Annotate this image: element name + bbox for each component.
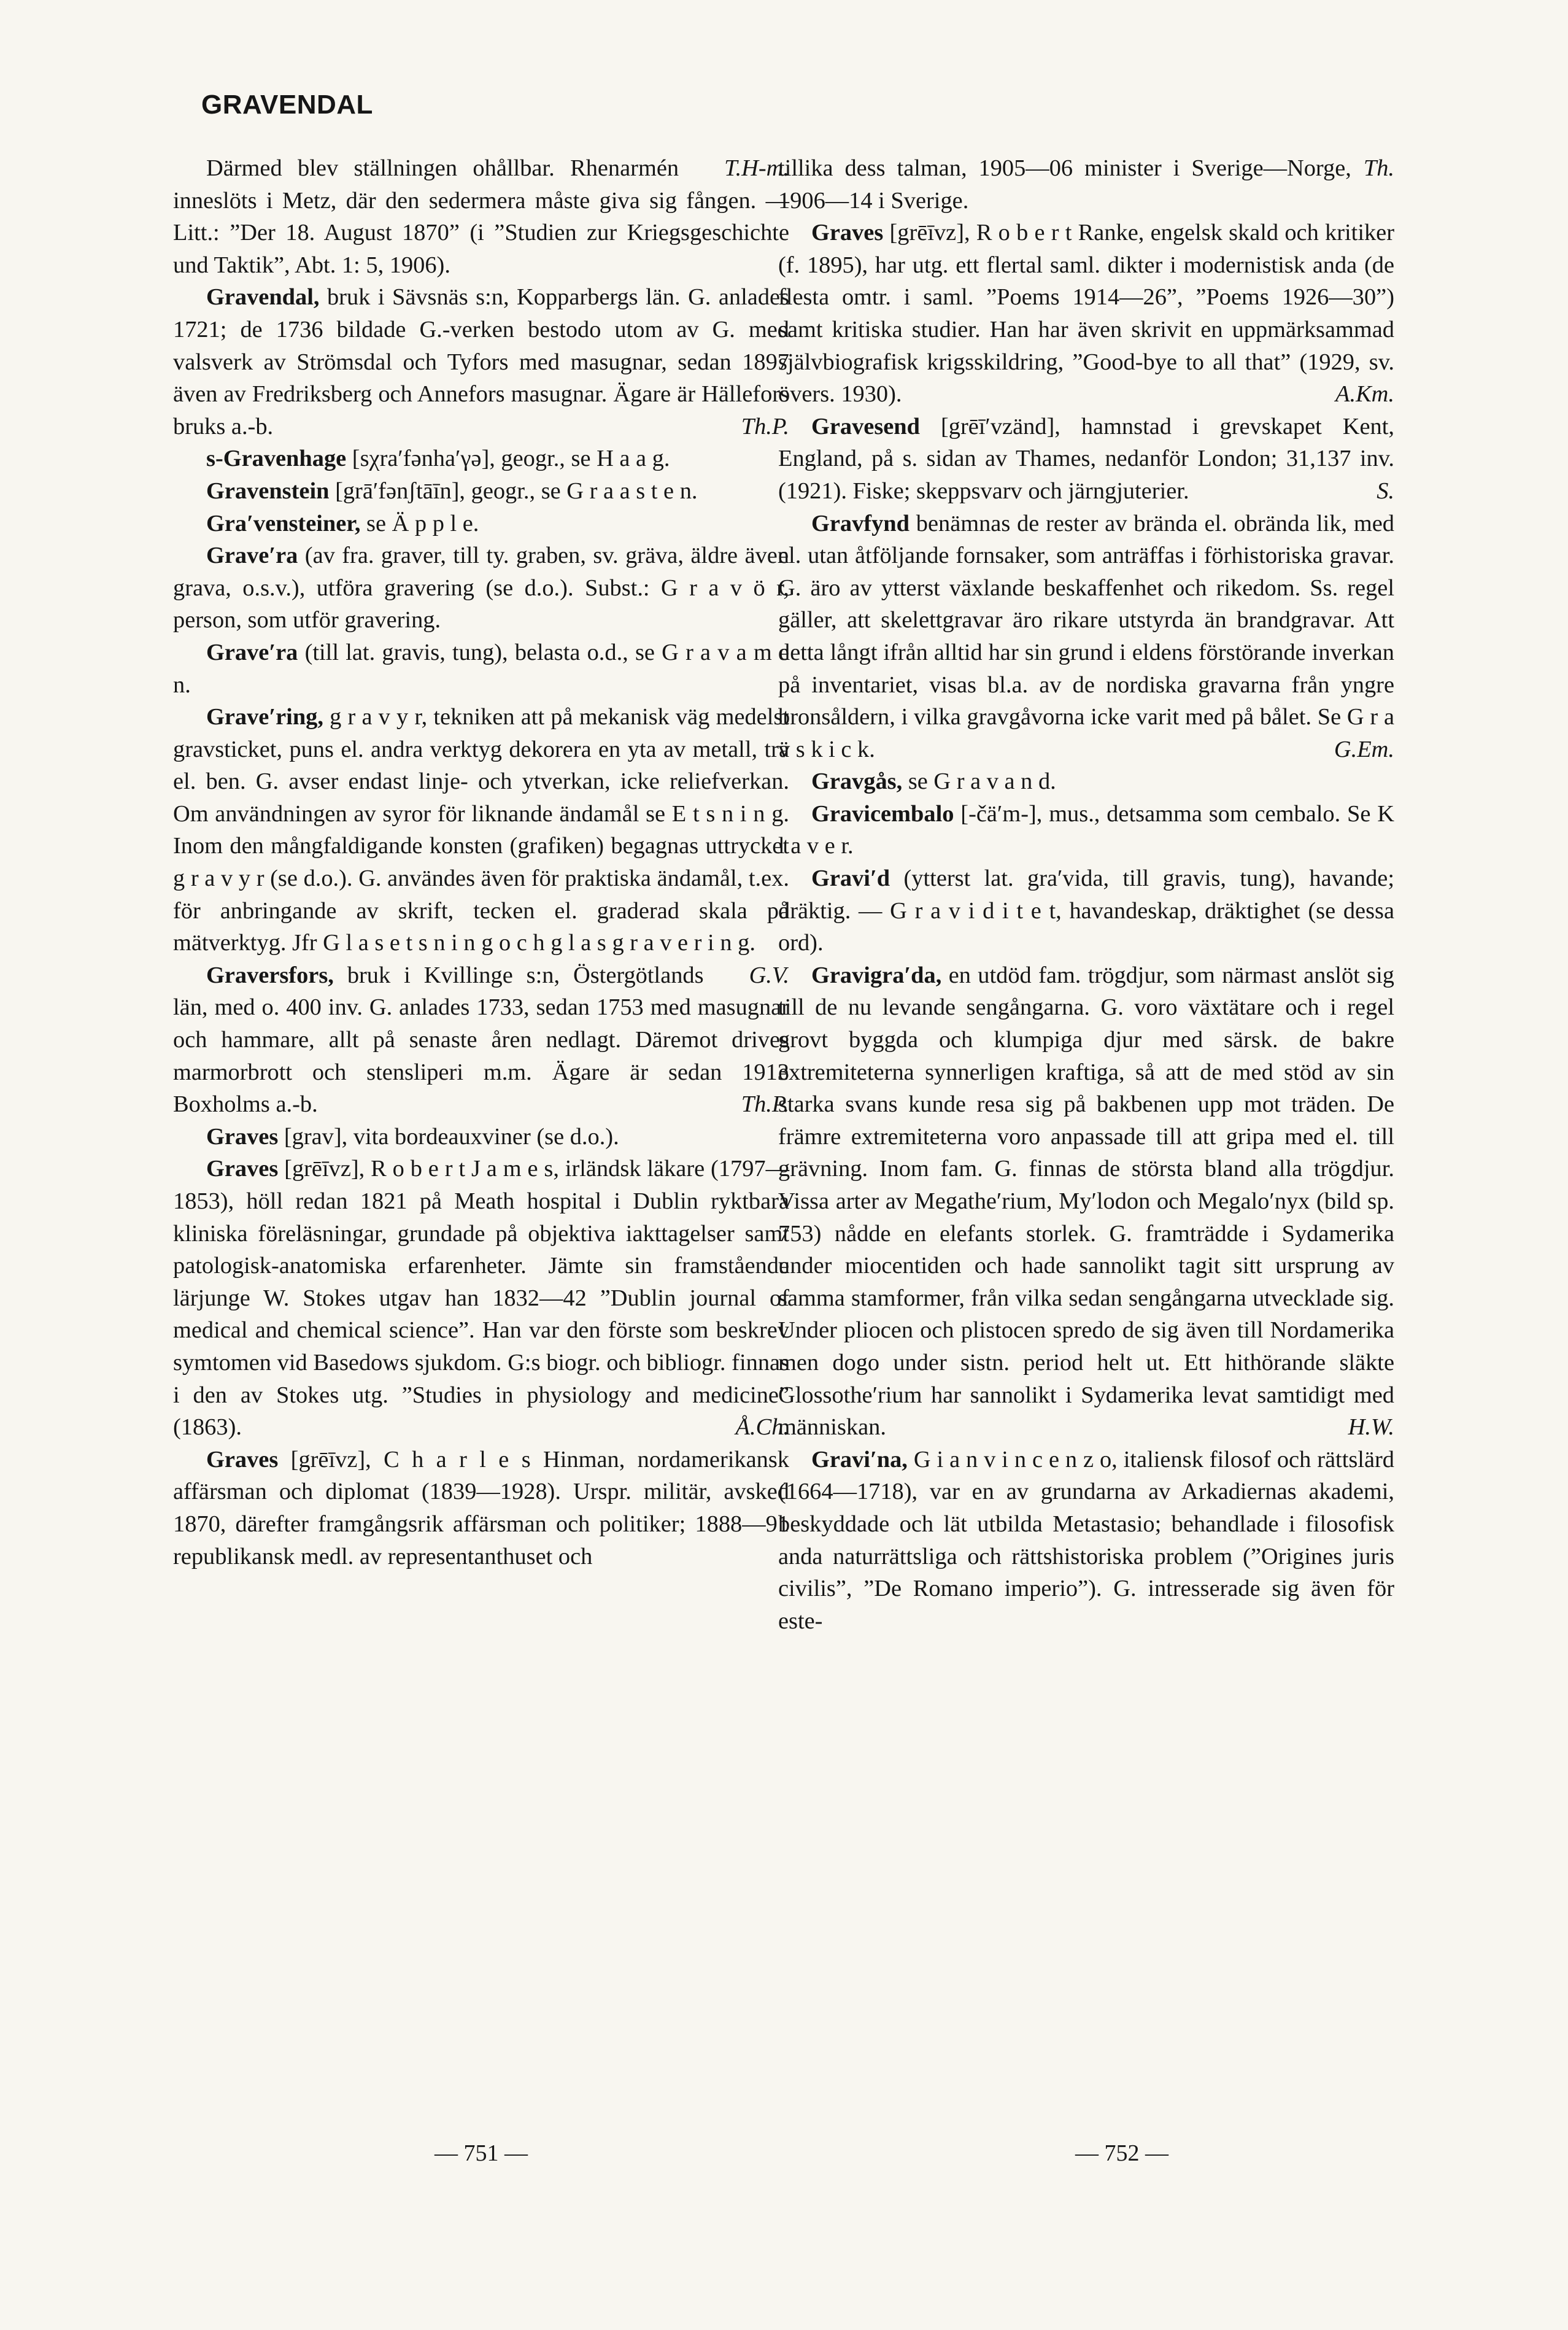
- entry-paragraph: [173, 508, 789, 540]
- running-head: GRAVENDAL: [201, 90, 373, 120]
- entry-headword: Grave′ra: [206, 639, 298, 665]
- entry-paragraph: [778, 798, 1394, 862]
- author-signature: H.W.: [1348, 1414, 1394, 1441]
- entry-paragraph: [778, 959, 1394, 1444]
- entry-headword: Gravendal,: [206, 284, 320, 311]
- entry-headword: Gra′vensteiner,: [206, 510, 361, 536]
- entry-text: bruk i Kvillinge s:n, Östergötlands län, med o. 400 inv. G. anlades 1733, sedan 1753 med masugnar och hammare, allt på senaste åren nedlagt. Däremot drives marmorbrott och stensliperi m.m. Ägare är sedan 1913 Boxholms a.-b.: [173, 962, 789, 1118]
- entry-headword: Grave′ring,: [206, 704, 323, 730]
- entry-text: (av fra. graver, till ty. graben, sv. gräva, äldre även grava, o.s.v.), utföra gravering (se d.o.). Subst.: G r a v ö r, person, som utför gravering.: [173, 543, 789, 633]
- entry-text: [grēīvz], R o b e r t J a m e s, irländsk läkare (1797—1853), höll redan 1821 på Meath hospital i Dublin ryktbara kliniska föreläsningar, grundade på objektiva iakttagelser samt patologisk-anatomiska erfarenheter. Jämte sin framstående lärjunge W. Stokes utgav han 1832—42 ”Dublin journal of medical and chemical science”. Han var den förste som beskrev symtomen vid Basedows sjukdom. G:s biogr. och bibliogr. finnas i den av Stokes utg. ”Studies in physiology and medicine” (1863).: [173, 1156, 789, 1441]
- entry-headword: Gravigra′da,: [811, 962, 942, 988]
- entry-headword: Graversfors,: [206, 962, 334, 988]
- page-number-left: — 751 —: [434, 2140, 528, 2166]
- entry-paragraph: [173, 1153, 789, 1443]
- entry-text: [grā′fənʃtāīn], geogr., se G r a a s t e n.: [329, 478, 698, 504]
- column-left: [173, 152, 789, 1573]
- author-signature: Th.P.: [741, 1091, 789, 1118]
- entry-headword: Graves: [206, 1123, 279, 1150]
- entry-headword: Graves: [206, 1156, 279, 1182]
- entry-headword: Gravenstein: [206, 478, 330, 504]
- author-signature: G.V.: [749, 962, 789, 988]
- entry-text: [grēīvz], R o b e r t Ranke, engelsk skald och kritiker (f. 1895), har utg. ett flertal saml. dikter i modernistisk anda (de flesta omtr. i saml. ”Poems 1914—26”, ”Poems 1926—30”) samt kritiska studier. Han har även skrivit en uppmärksammad självbiografisk krigsskildring, ”Good-bye to all that” (1929, sv. övers. 1930).: [778, 220, 1394, 408]
- entry-headword: s-Gravenhage: [206, 446, 347, 472]
- entry-paragraph: [778, 411, 1394, 508]
- entry-paragraph: [778, 217, 1394, 411]
- entry-headword: Gravgås,: [811, 768, 903, 795]
- author-signature: S.: [1377, 478, 1394, 504]
- entry-paragraph: [778, 152, 1394, 217]
- entry-headword: Graves: [811, 220, 884, 246]
- entry-paragraph: [173, 1121, 789, 1153]
- entry-paragraph: [173, 540, 789, 637]
- entry-paragraph: [778, 765, 1394, 798]
- entry-text: tillika dess talman, 1905—06 minister i Sverige—Norge, 1906—14 i Sverige.: [778, 155, 1351, 214]
- entry-text: g r a v y r, tekniken att på mekanisk väg medelst gravsticket, puns el. andra verktyg dekorera en yta av metall, trä el. ben. G. avser endast linje- och ytverkan, icke reliefverkan. Om användningen av syror för liknande ändamål se E t s n i n g. Inom den mångfaldigande konsten (grafiken) begagnas uttrycket g r a v y r (se d.o.). G. användes även för praktiska ändamål, t.ex. för anbringande av skrift, tecken el. graderad skala på mätverktyg. Jfr G l a s e t s n i n g o c h g l a s g r a v e r i n g.: [173, 704, 789, 956]
- entry-text: [grēīvz], C h a r l e s Hinman, nordamerikansk affärsman och diplomat (1839—1928). Urspr. militär, avsked 1870, därefter framgångsrik affärsman och politiker; 1888—91 republikansk medl. av representanthuset och: [173, 1446, 789, 1569]
- entry-text: [grav], vita bordeauxviner (se d.o.).: [278, 1123, 619, 1150]
- entry-headword: Gravfynd: [811, 510, 910, 536]
- entry-paragraph: [778, 862, 1394, 959]
- author-signature: G.Em.: [1334, 736, 1394, 762]
- entry-paragraph: [173, 152, 789, 281]
- entry-text: [-čä′m-], mus., detsamma som cembalo. Se K l a v e r.: [778, 800, 1394, 859]
- entry-paragraph: [778, 1444, 1394, 1638]
- author-signature: T.H-m.: [724, 155, 789, 181]
- author-signature: Th.P.: [741, 413, 789, 439]
- entry-headword: Gravicembalo: [811, 800, 954, 827]
- entry-paragraph: [173, 637, 789, 701]
- column-right: [778, 152, 1394, 1637]
- entry-text: (till lat. gravis, tung), belasta o.d., se G r a v a m e n.: [173, 639, 789, 698]
- entry-text: G i a n v i n c e n z o, italiensk filosof och rättslärd (1664—1718), var en av grundarna av Arkadiernas akademi, beskyddade och lät utbilda Metastasio; behandlade i filosofisk anda naturrättsliga och rättshistoriska problem (”Origines juris civilis”, ”De Romano imperio”). G. intresserade sig även för este-: [778, 1446, 1394, 1634]
- entry-paragraph: [173, 443, 789, 475]
- author-signature: Å.Ch.: [735, 1414, 789, 1441]
- entry-headword: Gravi′d: [811, 865, 890, 892]
- entry-headword: Gravi′na,: [811, 1446, 908, 1473]
- entry-paragraph: [173, 959, 789, 1121]
- author-signature: A.Km.: [1335, 381, 1394, 408]
- entry-text: [sχra′fənha′γə], geogr., se H a a g.: [346, 446, 670, 472]
- entry-text: benämnas de rester av brända el. obrända lik, med el. utan åtföljande fornsaker, som anträffas i förhistoriska gravar. G. äro av ytterst växlande beskaffenhet och rikedom. Ss. regel gäller, att skelettgravar äro rikare utstyrda än brandgravar. Att detta långt ifrån alltid har sin grund i eldens förstörande inverkan på inventariet, visas bl.a. av de nordiska gravarna från yngre bronsåldern, i vilka gravgåvorna icke varit med på bålet. Se G r a v s k i c k.: [778, 510, 1394, 762]
- entry-paragraph: [173, 1444, 789, 1573]
- entry-text: [grēī′vzänd], hamnstad i grevskapet Kent, England, på s. sidan av Thames, nedanför London; 31,137 inv. (1921). Fiske; skeppsvarv och järngjuterier.: [778, 413, 1394, 504]
- entry-paragraph: [778, 508, 1394, 766]
- page-number-right: — 752 —: [1075, 2140, 1168, 2166]
- entry-text: en utdöd fam. trögdjur, som närmast anslöt sig till de nu levande sengångarna. G. voro växtätare och i regel grovt byggda och klumpiga djur med särsk. de bakre extremiteterna synnerligen kraftiga, så att de med stöd av sin starka svans kunde resa sig på bakbenen upp mot träden. De främre extremiteterna voro anpassade till att gripa med el. till grävning. Inom fam. G. finnas de största bland alla trögdjur. Vissa arter av Megathe′rium, My′lodon och Megalo′nyx (bild sp. 753) nådde en elefants storlek. G. framträdde i Sydamerika under miocentiden och hade sannolikt tagit sitt ursprung av samma stamformer, från vilka sedan sengångarna utvecklade sig. Under pliocen och plistocen spredo de sig även till Nordamerika men dogo under sistn. period helt ut. Ett hithörande släkte Glossothe′rium har sannolikt i Sydamerika levat samtidigt med människan.: [778, 962, 1394, 1441]
- entry-headword: Graves: [206, 1446, 279, 1473]
- entry-text: Därmed blev ställningen ohållbar. Rhenarmén inneslöts i Metz, där den sedermera måste giva sig fången. — Litt.: ”Der 18. August 1870” (i ”Studien zur Kriegsgeschichte und Taktik”, Abt. 1: 5, 1906).: [173, 155, 789, 278]
- author-signature: Th.: [1363, 155, 1394, 181]
- entry-text: se Ä p p l e.: [360, 510, 479, 536]
- entry-paragraph: [173, 281, 789, 443]
- entry-text: (ytterst lat. gra′vida, till gravis, tung), havande; dräktig. — G r a v i d i t e t, havandeskap, dräktighet (se dessa ord).: [778, 865, 1394, 956]
- entry-paragraph: [173, 475, 789, 508]
- entry-text: bruk i Sävsnäs s:n, Kopparbergs län. G. anlades 1721; de 1736 bildade G.-verken bestodo utom av G. med valsverk av Strömsdal och Tyfors med masugnar, sedan 1897 även av Fredriksberg och Annefors masugnar. Ägare är Hällefors bruks a.-b.: [173, 284, 789, 439]
- entry-headword: Grave′ra: [206, 543, 298, 569]
- entry-headword: Gravesend: [811, 413, 921, 439]
- entry-text: se G r a v a n d.: [902, 768, 1056, 795]
